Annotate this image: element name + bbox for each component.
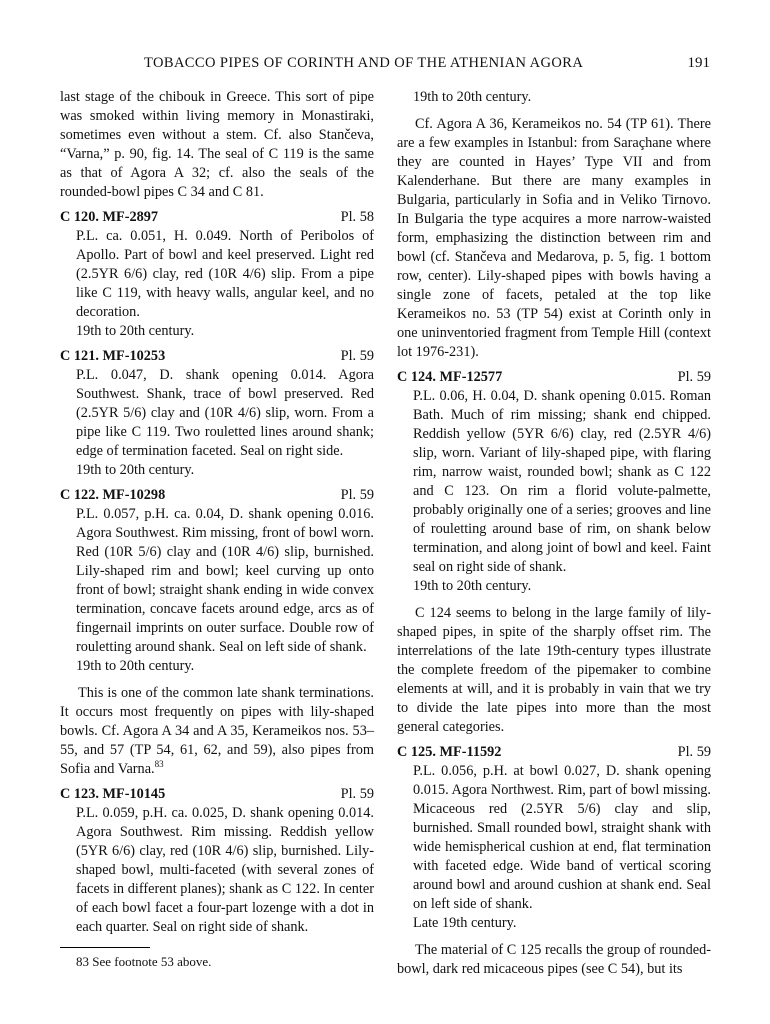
running-header <box>60 55 710 77</box>
catalog-description: P.L. 0.047, D. shank opening 0.014. Agora Southwest. Shank, trace of bowl preserved. Red (2.5YR 5/6) clay and (10R 4/6) slip, worn. From a pipe like C 119. Two rouletted lines around shank; edge of termination faceted. Seal on right side. <box>76 367 374 459</box>
footnote-rule <box>60 947 150 948</box>
catalog-entry-c121-head <box>60 347 374 366</box>
catalog-description: P.L. ca. 0.051, H. 0.049. North of Peribolos of Apollo. Part of bowl and keel preserved. Light red (2.5YR 6/6) clay, red (10R 4/6) slip. From a pipe like C 119, with heavy walls, angular keel, and no decoration. <box>76 228 374 320</box>
catalog-description: P.L. 0.056, p.H. at bowl 0.027, D. shank opening 0.015. Agora Northwest. Rim, part of bowl missing. Micaceous red (2.5YR 5/6) clay and slip, burnished. Small rounded bowl, straight shank with wide hemispherical cushion at end, flat termination with faceted edge. Wide band of vertical scoring around bowl and around cushion at shank end. Seal on left side of shank. <box>413 763 711 912</box>
footnote-ref[interactable]: 83 <box>154 759 164 770</box>
plate-ref: Pl. 59 <box>340 348 374 364</box>
commentary-text: This is one of the common late shank terminations. It occurs most frequently on pipes with lily-shaped bowls. Cf. Agora A 34 and A 35, Kerameikos nos. 53–55, and 57 (TP 54, 61, 62, and 59), also pipes from Sofia and Varna. <box>60 685 374 777</box>
commentary-paragraph: C 124 seems to belong in the large family of lily-shaped pipes, in spite of the sharply offset rim. The interrelations of the late 19th-century types illustrate the complete freedom of the pipemaker to combine elements at will, and it is probably in vain that we try to divide the late pipes into more than the most general categories. <box>397 605 711 735</box>
catalog-date: 19th to 20th century. <box>76 323 195 339</box>
commentary-paragraph <box>60 684 374 779</box>
catalog-date: Late 19th century. <box>413 915 517 931</box>
page-number: 191 <box>687 55 710 71</box>
catalog-number: C 124. MF-12577 <box>397 369 503 385</box>
catalog-entry-c124-head <box>397 368 711 387</box>
right-column <box>397 88 711 979</box>
catalog-entry-c122-head <box>60 486 374 505</box>
running-title: TOBACCO PIPES OF CORINTH AND OF THE ATHENIAN AGORA <box>144 55 584 71</box>
left-column <box>60 88 374 971</box>
catalog-entry-c125-head <box>397 743 711 762</box>
catalog-number: C 122. MF-10298 <box>60 487 166 503</box>
catalog-number: C 120. MF-2897 <box>60 209 159 225</box>
catalog-entry-c120-head <box>60 208 374 227</box>
intro-paragraph: last stage of the chibouk in Greece. This sort of pipe was smoked within living memory in Monastiraki, sometimes even without a stem. Cf. also Stančeva, “Varna,” p. 90, fig. 14. The seal of C 119 is the same as that of Agora A 32; cf. also the seals of the rounded-bowl pipes C 34 and C 81. <box>60 89 374 200</box>
catalog-entry-c123-head <box>60 785 374 804</box>
plate-ref: Pl. 59 <box>677 369 711 385</box>
footnote: 83 See footnote 53 above. <box>76 954 212 969</box>
catalog-date: 19th to 20th century. <box>76 658 195 674</box>
catalog-date: 19th to 20th century. <box>76 462 195 478</box>
catalog-description: P.L. 0.06, H. 0.04, D. shank opening 0.015. Roman Bath. Much of rim missing; shank end chipped. Reddish yellow (5YR 6/6) clay, red (2.5YR 4/6) slip, worn. Variant of lily-shaped pipe, with flaring rim, narrow waist, rounded bowl; shank as C 122 and C 123. On rim a florid volute-palmette, probably originally one of a series; grooves and line of rouletting around base of rim, on shank below termination, and along joint of bowl and keel. Faint seal on right side of shank. <box>413 388 711 575</box>
plate-ref: Pl. 58 <box>340 209 374 225</box>
plate-ref: Pl. 59 <box>677 744 711 760</box>
plate-ref: Pl. 59 <box>340 786 374 802</box>
commentary-paragraph: The material of C 125 recalls the group of rounded-bowl, dark red micaceous pipes (see C 54), but its <box>397 942 711 977</box>
plate-ref: Pl. 59 <box>340 487 374 503</box>
catalog-number: C 125. MF-11592 <box>397 744 502 760</box>
catalog-description: P.L. 0.059, p.H. ca. 0.025, D. shank opening 0.014. Agora Southwest. Rim missing. Reddish yellow (5YR 6/6) clay, red (10R 4/6) slip, burnished. Lily-shaped bowl, multi-faceted (with several zones of facets in different planes); shank as C 122. In center of each bowl facet a four-part lozenge with a dot in each quarter. Seal on right side of shank. <box>76 805 374 935</box>
catalog-date: 19th to 20th century. <box>413 578 532 594</box>
catalog-number: C 123. MF-10145 <box>60 786 166 802</box>
catalog-description: P.L. 0.057, p.H. ca. 0.04, D. shank opening 0.016. Agora Southwest. Rim missing, front of bowl worn. Red (10R 5/6) clay and (10R 4/6) slip, burnished. Lily-shaped rim and bowl; keel curving up onto front of bowl; straight shank ending in wide convex termination, concave facets around edge, arcs as of fingernail imprints on outer surface. Double row of rouletting around shank. Seal on left side of shank. <box>76 506 374 655</box>
commentary-paragraph: Cf. Agora A 36, Kerameikos no. 54 (TP 61). There are a few examples in Istanbul: from Saraçhane where they are counted in Hayes’ Type VII and from Kalenderhane. But there are many examples in Bulgaria, particularly in Sofia and in Veliko Tirnovo. In Bulgaria the type acquires a more narrow-waisted form, emphasizing the distinction between rim and bowl (cf. Stančeva and Medarova, p. 5, fig. 1 bottom row, center). Lily-shaped pipes with bowls having a single zone of facets, petaled at the top like Kerameikos no. 53 (TP 54) exist at Corinth only in one uninventoried fragment from Temple Hill (context lot 1976-231). <box>397 116 711 360</box>
catalog-date: 19th to 20th century. <box>413 89 532 105</box>
catalog-number: C 121. MF-10253 <box>60 348 166 364</box>
